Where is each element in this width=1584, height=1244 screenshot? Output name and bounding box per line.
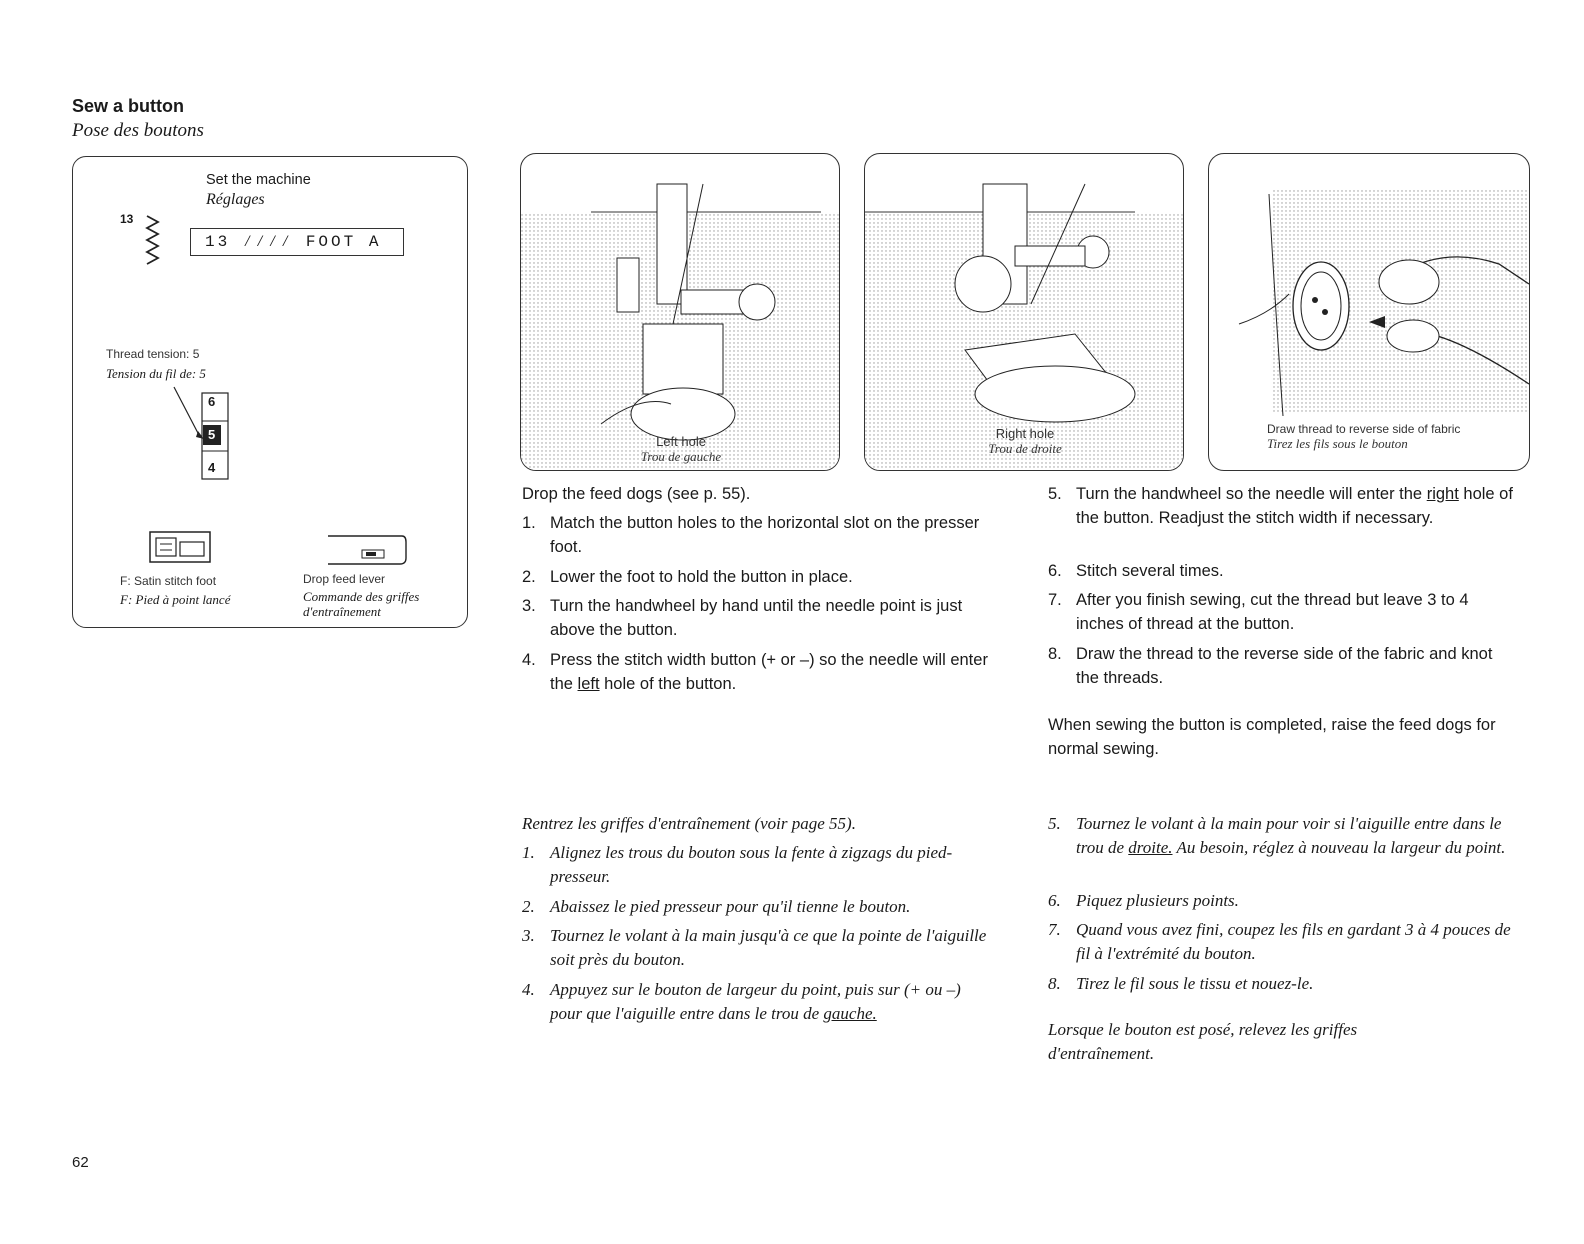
completion-note-french: Lorsque le bouton est posé, relevez les griffes d'entraînement. [1048, 1020, 1358, 1063]
step-number: 3. [522, 926, 535, 945]
figure-draw-thread [1208, 153, 1530, 471]
step-text: Abaissez le pied presseur pour qu'il tienne le bouton. [550, 897, 911, 916]
completion-note: When sewing the button is completed, raise the feed dogs for normal sewing. [1048, 716, 1496, 758]
step-number: 3. [522, 597, 536, 615]
satin-stitch-foot-icon [148, 528, 214, 568]
step-text-part: hole of the button. Readjust the stitch width if necessary. [1076, 485, 1513, 527]
dial-value-6: 6 [208, 394, 216, 409]
left-hole-illustration [521, 154, 840, 471]
tension-dial-icon [170, 385, 240, 485]
settings-heading: Set the machine [206, 172, 311, 188]
thread-tension-label-french: Tension du fil de: 5 [106, 366, 206, 381]
step-text-part: hole of the button. [599, 675, 737, 693]
foot-label: F: Satin stitch foot [120, 574, 217, 588]
page-title-french: Pose des boutons [72, 120, 204, 141]
dial-value-5: 5 [208, 427, 216, 442]
step-number: 8. [1048, 645, 1062, 663]
step-text-underlined: gauche. [823, 1004, 877, 1023]
thread-tension-label: Thread tension: 5 [106, 347, 200, 361]
step-text [550, 978, 990, 1026]
step-1 [522, 511, 1002, 559]
figure-right-hole [864, 153, 1184, 471]
step-intro-french: Rentrez les griffes d'entraînement (voir page 55). [522, 814, 856, 833]
figure-caption-draw-thread: Draw thread to reverse side of fabric [1267, 422, 1461, 436]
step-intro-text: Drop the feed dogs (see p. 55). [522, 485, 751, 503]
figure-caption-left-hole-french: Trou de gauche [640, 449, 722, 464]
step-number: 7. [1048, 591, 1062, 609]
step-text-underlined: left [577, 675, 600, 693]
step-text [1076, 812, 1526, 860]
step-text: Tournez le volant à la main jusqu'à ce que la pointe de l'aiguille soit près du bouton. [550, 926, 987, 969]
step-text: Turn the handwheel by hand until the needle point is just above the button. [550, 597, 963, 639]
foot-label-french: F: Pied à point lancé [120, 592, 231, 607]
step-text-underlined: droite. [1128, 838, 1173, 857]
step-number: 8. [1048, 974, 1061, 993]
step-text-underlined: right [1426, 485, 1459, 503]
step-text [550, 648, 990, 696]
page-title: Sew a button [72, 96, 184, 116]
figure-caption-right-hole-french: Trou de droite [988, 441, 1062, 456]
step-number: 4. [522, 980, 535, 999]
figure-caption-draw-thread-french: Tirez les fils sous le bouton [1267, 436, 1408, 451]
step-text-part: Press the stitch width button (+ or –) so the needle will enter the [550, 651, 988, 693]
step-text: Quand vous avez fini, coupez les fils en gardant 3 à 4 pouces de fil à l'extrémité du bouton. [1076, 920, 1511, 963]
figure-caption-right-hole: Right hole [995, 426, 1055, 441]
step-text: Stitch several times. [1076, 562, 1224, 580]
step-number: 1. [522, 843, 535, 862]
step-number: 4. [522, 651, 536, 669]
step-intro [522, 482, 1002, 506]
step-text [1076, 482, 1516, 530]
zigzag-stitch-icon [144, 214, 162, 266]
right-hole-illustration [865, 154, 1184, 471]
step-number: 5. [1048, 814, 1061, 833]
step-text: Lower the foot to hold the button in place. [550, 568, 853, 586]
step-text: Tirez le fil sous le tissu et nouez-le. [1076, 974, 1314, 993]
step-text: Piquez plusieurs points. [1076, 891, 1239, 910]
step-text-part: Au besoin, réglez à nouveau la largeur du point. [1172, 838, 1506, 857]
figure-caption-left-hole: Left hole [656, 434, 706, 449]
step-number: 7. [1048, 920, 1061, 939]
step-text-part: Tournez le volant à la main pour voir si l'aiguille entre dans le trou de [1076, 814, 1502, 857]
figure-left-hole [520, 153, 840, 471]
step-text-part: Appuyez sur le bouton de largeur du point, puis sur (+ ou –) pour que l'aiguille entre dans le trou de [550, 980, 961, 1023]
pattern-number: 13 [120, 212, 134, 226]
drop-feed-lever-icon [326, 532, 410, 568]
drop-feed-lever-label-french: Commande des griffes d'entraînement [303, 589, 420, 619]
step-number: 5. [1048, 485, 1062, 503]
settings-heading-french: Réglages [206, 191, 265, 208]
step-number: 1. [522, 514, 536, 532]
step-number: 2. [522, 568, 536, 586]
lcd-display: 13 ⁄⁄⁄⁄ FOOT A [190, 228, 404, 256]
step-number: 6. [1048, 562, 1062, 580]
page-number: 62 [72, 1154, 89, 1171]
drop-feed-lever-label: Drop feed lever [303, 572, 386, 586]
step-text: Draw the thread to the reverse side of the fabric and knot the threads. [1076, 645, 1493, 687]
step-text: After you finish sewing, cut the thread but leave 3 to 4 inches of thread at the button. [1076, 591, 1469, 633]
step-number: 6. [1048, 891, 1061, 910]
step-text: Match the button holes to the horizontal slot on the presser foot. [550, 514, 980, 556]
step-number: 2. [522, 897, 535, 916]
step-text-part: Turn the handwheel so the needle will enter the [1076, 485, 1427, 503]
step-text: Alignez les trous du bouton sous la fente à zigzags du pied-presseur. [550, 843, 953, 886]
dial-value-4: 4 [208, 460, 216, 475]
